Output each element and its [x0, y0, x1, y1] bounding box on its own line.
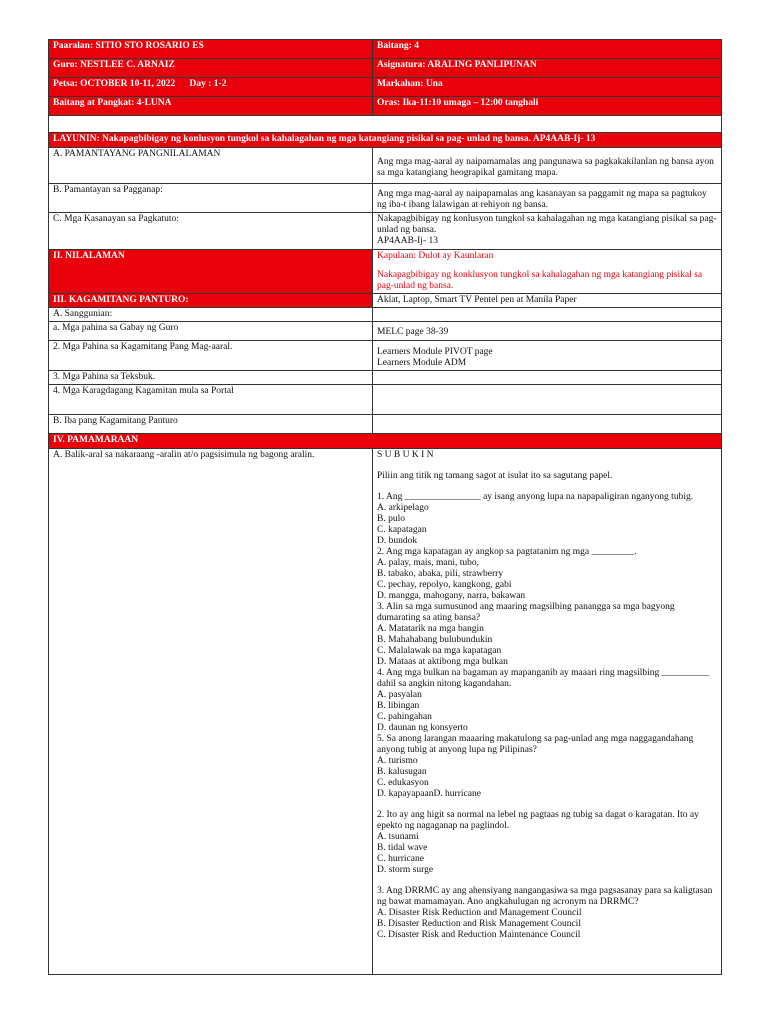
- pagganap-value: Ang mga mag-aaral ay naipapamalas ang kasanayan sa paggamit ng mapa sa pagtukoy ng iba-t ibang lalawigan at rehiyon ng bansa.: [373, 184, 722, 213]
- kasanayan-value: Nakapagbibigay ng konlusyon tungkol sa kahalagahan ng mga katangiang pisikal sa pag- unlad ng bansa. AP4AAB-Ij- 13: [373, 213, 722, 250]
- layunin-cell: LAYUNIN: Nakapagbibigay ng konlusyon tungkol sa kahalagahan ng mga katangiang pisikal sa pag- unlad ng bansa. AP4AAB-Ij- 13: [49, 133, 722, 148]
- gabay-value: MELC page 38-39: [373, 322, 722, 341]
- spacer-row: [49, 116, 722, 133]
- lesson-plan-table: [48, 39, 722, 975]
- pamantayang-value: Ang mga mag-aaral ay naipamamalas ang pangunawa sa pagkakakilanlan ng bansa ayon sa mga katangiang heograpikal gamitang mapa.: [373, 148, 722, 184]
- teksbuk-value: [373, 371, 722, 385]
- pangkat-cell: Baitang at Pangkat: 4-LUNA: [49, 97, 373, 116]
- kasanayan-label: C. Mga Kasanayan sa Pagkatuto:: [49, 213, 373, 250]
- subukin-title: S U B U K I N: [377, 450, 434, 460]
- sanggunian-value: [373, 308, 722, 322]
- oras-cell: Oras: Ika-11:10 umaga – 12:00 tanghali: [373, 97, 722, 116]
- kagamitang-mag-aaral-label: 2. Mga Pahina sa Kagamitang Pang Mag-aaral.: [49, 341, 373, 371]
- petsa-cell: Petsa: OCTOBER 10-11, 2022 Day : 1-2: [49, 78, 373, 97]
- paaralan-cell: Paaralan: SITIO STO ROSARIO ES: [49, 40, 373, 59]
- teksbuk-label: 3. Mga Pahina sa Teksbuk.: [49, 371, 373, 385]
- pamantayang-label: A. PAMANTAYANG PANGNILALAMAN: [49, 148, 373, 184]
- kagamitang-mag-aaral-value: Learners Module PIVOT page Learners Module ADM: [373, 341, 722, 371]
- pamamaraan-label: IV. PAMAMARAAN: [49, 434, 722, 449]
- markahan-cell: Markahan: Una: [373, 78, 722, 97]
- gabay-label: a. Mga pahina sa Gabay ng Guro: [49, 322, 373, 341]
- pagganap-label: B. Pamantayan sa Pagganap:: [49, 184, 373, 213]
- nilalaman-label: II. NILALAMAN: [49, 250, 373, 294]
- subukin-part3: 3. Ang DRRMC ay ang ahensiyang nangangasiwa sa mga pagsasanay para sa kaligtasan ng bawat mamamayan. Ano angkahulugan ng acronym na DRRMC? A. Disaster Risk Reduction and Management Council B. Disaster Reduction and Risk Management Council C. Disaster Risk and Reduction Maintenance Council: [377, 886, 713, 940]
- guro-cell: Guro: NESTLEE C. ARNAIZ: [49, 59, 373, 78]
- asignatura-cell: Asignatura: ARALING PANLIPUNAN: [373, 59, 722, 78]
- portal-value: [373, 385, 722, 415]
- iba-value: [373, 415, 722, 434]
- kagamitan-value: Aklat, Laptop, Smart TV Pentel pen at Manila Paper: [373, 294, 722, 308]
- subukin-part2: 2. Ito ay ang higit sa normal na lebel ng pagtaas ng tubig sa dagat o karagatan. Ito ay epekto ng nagaganap na paglindol. A. tsunami B. tidal wave C. hurricane D. storm surge: [377, 810, 699, 875]
- nilalaman-value: Kapulaan: Dulot ay Kaunlaran Nakapagbibigay ng konklusyon tungkol sa kahalagahan ng mga katangiang pisikal sa pag-unlad ng bansa.: [373, 250, 722, 294]
- baitang-cell: Baitang: 4: [373, 40, 722, 59]
- subukin-cell: [373, 449, 722, 975]
- subukin-instruction: Piliin ang titik ng tamang sagot at isulat ito sa sagutang papel.: [377, 471, 613, 481]
- sanggunian-label: A. Sanggunian:: [49, 308, 373, 322]
- subukin-part1: 1. Ang ________________ ay isang anyong lupa na napapaligiran nganyong tubig. A. arkipelago B. pulo C. kapatagan D. bundok 2. Ang mga kapatagan ay angkop sa pagtatanim ng mga _________. A. palay, mais, mani, tubo, B. tabako, abaka, pili, strawberry C. pechay, repolyo, kangkong, gabi D. mangga, mahogany, narra, bakawan 3. Alin sa mga sumusunod ang maaring magsilbing panangga sa mga bagyong dumarating sa ating bansa? A. Matatarik na mga bangin B. Mahahabang bulubundukin C. Malalawak na mga kapatagan D. Mataas at aktibong mga bulkan 4. Ang mga bulkan na bagaman ay mapanganib ay maaari ring magsilbing __________ dahil sa angkin nitong kagandahan. A. pasyalan B. libingan C. pahingahan D. daunan ng konsyerto 5. Sa anong larangan maaaring makatulong sa pag-unlad ang mga naggagandahang anyong tubig at anyong lupa ng Pilipinas? A. turismo B. kalusugan C. edukasyon D. kapayapaanD. hurricane: [377, 492, 710, 799]
- iba-label: B. Iba pang Kagamitang Panturo: [49, 415, 373, 434]
- balik-aral-label: A. Balik-aral sa nakaraang -aralin at/o pagsisimula ng bagong aralin.: [49, 449, 373, 975]
- portal-label: 4. Mga Karagdagang Kagamitan mula sa Portal: [49, 385, 373, 415]
- kagamitan-label: III. KAGAMITANG PANTURO:: [49, 294, 373, 308]
